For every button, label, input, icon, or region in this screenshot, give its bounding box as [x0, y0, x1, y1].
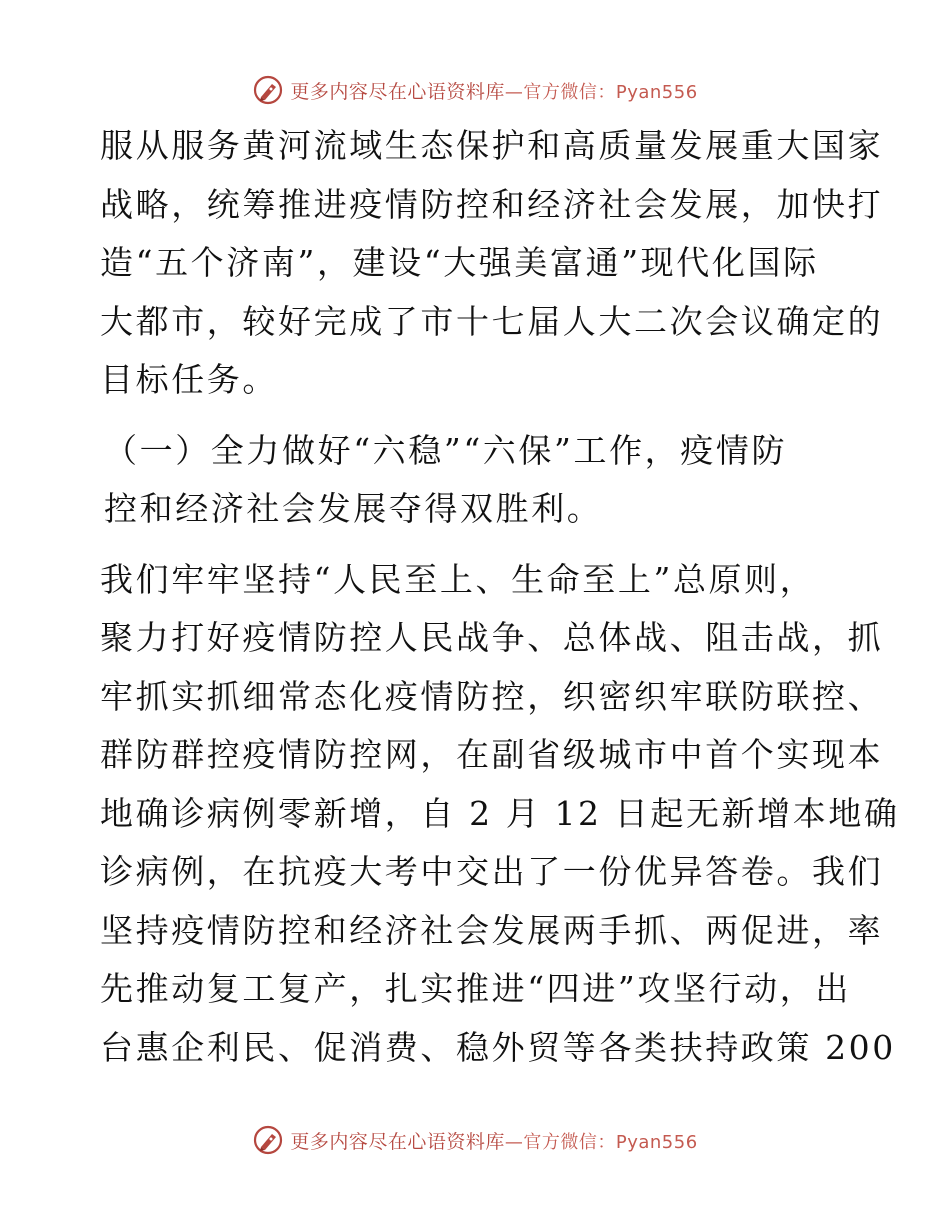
text-line: 地确诊病例零新增，自 2 月 12 日起无新增本地确: [100, 793, 900, 833]
document-body: [100, 117, 900, 1077]
text-line: 诊病例，在抗疫大考中交出了一份优异答卷。我们: [100, 852, 884, 891]
watermark-header: [0, 70, 950, 110]
text-line: 战略，统筹推进疫情防控和经济社会发展，加快打: [100, 184, 884, 224]
text-line: 坚持疫情防控和经济社会发展两手抓、两促进，率: [100, 910, 884, 950]
text-line: 控和经济社会发展夺得双胜利。: [104, 489, 603, 528]
watermark-brand: 更多内容尽在心语资料库: [290, 80, 505, 103]
text-line: 群防群控疫情防控网，在副省级城市中首个实现本: [100, 735, 884, 774]
text-line: 牢抓实抓细常态化疫情防控，织密织牢联防联控、: [100, 676, 884, 716]
text-line: 目标任务。: [100, 360, 278, 399]
section-heading: [100, 422, 850, 539]
text-line: 我们牢牢坚持“人民至上、生命至上”总原则，: [100, 559, 816, 599]
watermark-text: [290, 1127, 697, 1154]
paragraph-1: [100, 117, 884, 410]
text-line: 先推动复工复产，扎实推进“四进”攻坚行动，出: [100, 969, 851, 1008]
watermark-footer: [0, 1120, 950, 1160]
text-line: 造“五个济南”，建设“大强美富通”现代化国际: [100, 243, 819, 282]
watermark-separator: —: [504, 1131, 524, 1153]
text-line: （一）全力做好“六稳”“六保”工作，疫情防: [104, 430, 788, 470]
paragraph-3: [100, 551, 900, 1078]
text-line: 大都市，较好完成了市十七届人大二次会议确定的: [100, 301, 884, 341]
watermark-wechat: 官方微信：Pyan556: [523, 1131, 698, 1153]
text-line: 聚力打好疫情防控人民战争、总体战、阻击战，抓: [100, 618, 884, 657]
watermark-wechat: 官方微信：Pyan556: [523, 81, 698, 103]
watermark-text: [290, 77, 697, 104]
text-line: 台惠企利民、促消费、稳外贸等各类扶持政策 200: [100, 1027, 896, 1067]
watermark-separator: —: [504, 81, 524, 103]
watermark-brand: 更多内容尽在心语资料库: [290, 1130, 505, 1153]
pen-nib-circle-icon: [252, 74, 284, 106]
pen-nib-circle-icon: [252, 1124, 284, 1156]
text-line: 服从服务黄河流域生态保护和高质量发展重大国家: [100, 126, 884, 165]
